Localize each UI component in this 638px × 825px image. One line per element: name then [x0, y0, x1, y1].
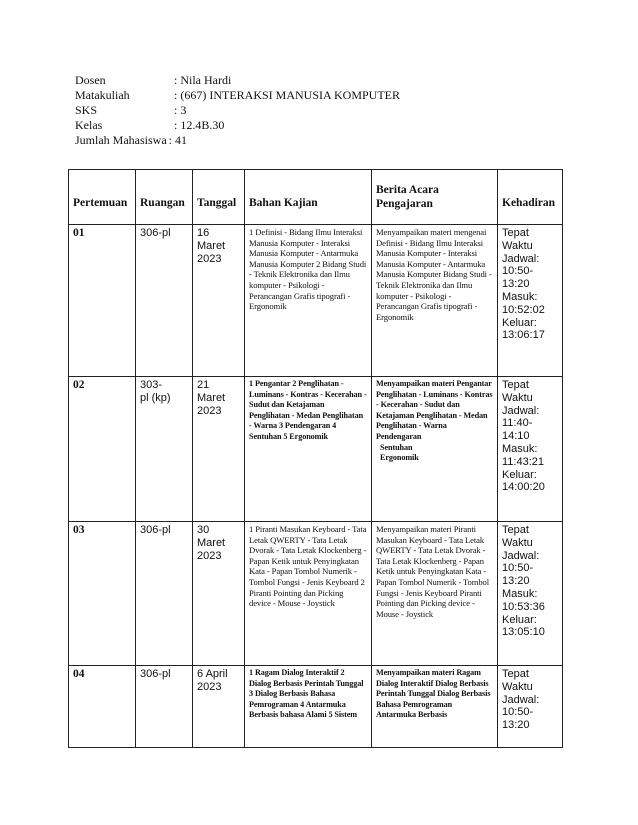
ruangan-line: pl (kp)	[140, 392, 171, 404]
row-bahan-kajian: 1 Pengantar 2 Penglihatan - Luminans - Kontras - Kecerahan - Sudut dan Ketajaman Penglihatan - Medan Penglihatan - Warna 3 Pendengaran 4 Sentuhan 5 Ergonomik	[245, 377, 372, 522]
kehadiran-line: 13:20	[502, 719, 530, 732]
kehadiran-line: 13:20	[502, 575, 530, 588]
jumlah-value: : 41	[168, 133, 187, 147]
kehadiran-line: 10:53:36	[502, 600, 545, 613]
kehadiran-line: Waktu	[502, 239, 533, 252]
sks-label: SKS	[75, 103, 98, 117]
row-tanggal	[193, 225, 245, 377]
header-ruangan: Ruangan	[136, 170, 193, 225]
kehadiran-line: Jadwal:	[502, 252, 540, 265]
row-bahan-kajian: 1 Ragam Dialog Interaktif 2 Dialog Berbasis Perintah Tunggal 3 Dialog Berbasis Bahasa Pemrograman 4 Antarmuka Berbasis bahasa Alami 5 Sistem	[245, 666, 372, 748]
table-row	[69, 522, 563, 666]
jumlah-label: Jumlah Mahasiswa	[75, 133, 167, 147]
row-kehadiran	[498, 225, 563, 377]
row-berita-acara: Menyampaikan materi Piranti Masukan Keyboard - Tata Letak QWERTY - Tata Letak Dvorak - Tata Letak Klockenberg - Papan Ketik untuk Penyingkatan Kata - Papan Tombol Numerik - Tombol Fungsi - Jenis Keyboard Piranti Pointing dan Picking device - Mouse - Joystick	[372, 522, 498, 666]
dosen-value: : Nila Hardi	[174, 73, 232, 87]
row-kehadiran	[498, 666, 563, 748]
header-berita-acara	[372, 170, 498, 225]
row-bahan-kajian: 1 Definisi - Bidang Ilmu Interaksi Manusia Komputer - Interaksi Manusia Komputer - Antarmuka Manusia Komputer 2 Bidang Studi - Teknik Elektronika dan Ilmu komputer - Psikologi - Perancangan Grafis tipografi - Ergonomik	[245, 225, 372, 377]
row-number: 03	[69, 522, 136, 666]
kehadiran-line: Waktu	[502, 536, 533, 549]
tanggal-day-month: 6 April	[197, 668, 228, 680]
info-row-matakuliah	[75, 88, 400, 103]
header-kehadiran: Kehadiran	[498, 170, 563, 225]
kehadiran-line: Masuk:	[502, 587, 538, 600]
kehadiran-line: Jadwal:	[502, 549, 540, 562]
table-row	[69, 666, 563, 748]
header-berita-line-2: Pengajaran	[376, 198, 433, 210]
table-row	[69, 225, 563, 377]
info-row-sks	[75, 103, 400, 118]
row-tanggal	[193, 377, 245, 522]
row-number: 02	[69, 377, 136, 522]
kehadiran-line: Waktu	[502, 680, 533, 693]
ruangan-line: 303-	[140, 379, 163, 391]
kehadiran-line: Tepat	[502, 227, 529, 239]
header-bahan-kajian: Bahan Kajian	[245, 170, 372, 225]
kehadiran-line: Jadwal:	[502, 404, 540, 417]
kehadiran-line: 13:05:10	[502, 626, 545, 639]
tanggal-day: 21	[197, 379, 210, 391]
row-kehadiran	[498, 522, 563, 666]
kehadiran-line: 10:50-	[502, 706, 534, 719]
kehadiran-line: Tepat	[502, 524, 529, 536]
kehadiran-line: 10:50-	[502, 562, 534, 575]
row-kehadiran	[498, 377, 563, 522]
matakuliah-value: : (667) INTERAKSI MANUSIA KOMPUTER	[174, 88, 401, 102]
tanggal-day: 30	[197, 524, 210, 536]
kehadiran-line: Tepat	[502, 668, 529, 680]
attendance-table	[68, 169, 563, 748]
tanggal-month: Maret	[197, 240, 226, 252]
header-berita-line-1: Berita Acara	[376, 184, 439, 196]
course-info	[75, 73, 400, 148]
info-row-dosen	[75, 73, 400, 88]
kehadiran-line: Keluar:	[502, 613, 537, 626]
row-tanggal	[193, 666, 245, 748]
row-berita-acara	[372, 377, 498, 522]
tanggal-year: 2023	[197, 405, 222, 417]
kelas-label: Kelas	[75, 118, 103, 132]
kehadiran-line: 14:00:20	[502, 481, 545, 494]
berita-line: Sentuhan	[380, 442, 413, 452]
row-tanggal	[193, 522, 245, 666]
kehadiran-line: 10:52:02	[502, 303, 545, 316]
kehadiran-line: 13:20	[502, 278, 530, 291]
kehadiran-line: 11:40-	[502, 417, 533, 430]
berita-line: Pendengaran	[376, 431, 422, 441]
berita-line: Ergonomik	[380, 453, 419, 463]
row-number: 04	[69, 666, 136, 748]
row-ruangan: 306-pl	[136, 666, 193, 748]
row-number: 01	[69, 225, 136, 377]
row-berita-acara: Menyampaikan materi Ragam Dialog Interaktif Dialog Berbasis Perintah Tunggal Dialog Berbasis Bahasa Pemrograman Antarmuka Berbasis	[372, 666, 498, 748]
kehadiran-line: Waktu	[502, 391, 533, 404]
kehadiran-line: Keluar:	[502, 468, 537, 481]
table-header-row	[69, 170, 563, 225]
row-bahan-kajian: 1 Piranti Masukan Keyboard - Tata Letak QWERTY - Tata Letak Dvorak - Tata Letak Klockenberg - Papan Ketik untuk Penyingkatan Kata - Papan Tombol Numerik - Tombol Fungsi - Jenis Keyboard 2 Piranti Pointing dan Picking device - Mouse - Joystick	[245, 522, 372, 666]
dosen-label: Dosen	[75, 73, 106, 87]
matakuliah-label: Matakuliah	[75, 88, 130, 102]
kehadiran-line: 10:50-	[502, 265, 534, 278]
tanggal-day: 16	[197, 227, 210, 239]
kelas-value: : 12.4B.30	[174, 118, 225, 132]
kehadiran-line: Masuk:	[502, 442, 538, 455]
info-row-kelas	[75, 118, 400, 133]
row-berita-acara: Menyampaikan materi mengenai Definisi - Bidang Ilmu Interaksi Manusia Komputer - Interaksi Manusia Komputer - Antarmuka Manusia Komputer Bidang Studi - Teknik Elektronika dan Ilmu komputer - Psikologi - Perancangan Grafis tipografi - Ergonomik	[372, 225, 498, 377]
kehadiran-line: 13:06:17	[502, 329, 545, 342]
row-ruangan: 306-pl	[136, 522, 193, 666]
kehadiran-line: Masuk:	[502, 290, 538, 303]
row-ruangan	[136, 377, 193, 522]
tanggal-month: Maret	[197, 537, 226, 549]
kehadiran-line: Tepat	[502, 379, 529, 391]
kehadiran-line: Keluar:	[502, 316, 537, 329]
kehadiran-line: 11:43:21	[502, 455, 545, 468]
sks-value: : 3	[174, 103, 187, 117]
header-tanggal: Tanggal	[193, 170, 245, 225]
tanggal-year: 2023	[197, 550, 222, 562]
info-row-jumlah	[75, 133, 400, 148]
kehadiran-line: Jadwal:	[502, 693, 540, 706]
row-ruangan: 306-pl	[136, 225, 193, 377]
berita-line: Menyampaikan materi Pengantar Penglihatan - Luminans - Kontras - Kecerahan - Sudut dan Ketajaman Penglihatan - Medan Penglihatan - Warna	[376, 379, 493, 431]
tanggal-year: 2023	[197, 681, 222, 693]
tanggal-month: Maret	[197, 392, 226, 404]
kehadiran-line: 14:10	[502, 430, 530, 443]
tanggal-year: 2023	[197, 253, 222, 265]
table-row	[69, 377, 563, 522]
header-pertemuan: Pertemuan	[69, 170, 136, 225]
